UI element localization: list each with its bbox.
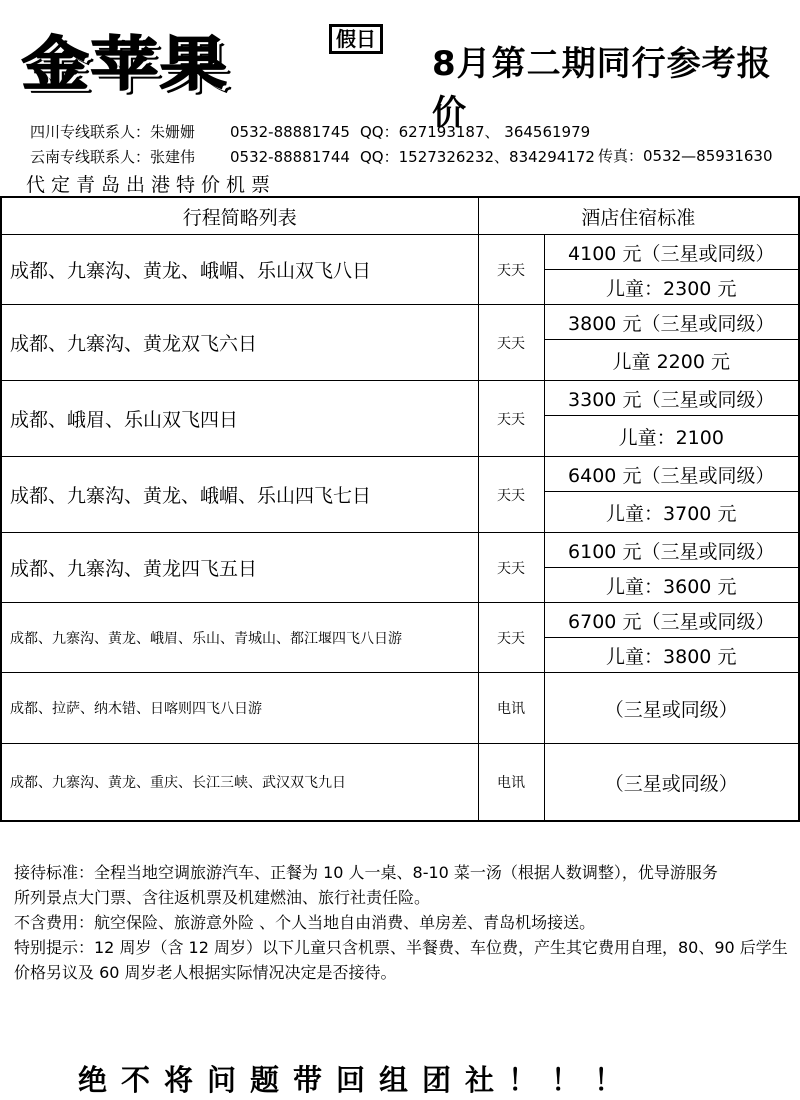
child-price-cell: 儿童：3700 元 (544, 492, 799, 533)
frequency-cell: 天天 (478, 235, 544, 305)
route-cell: 成都、九寨沟、黄龙四飞五日 (1, 533, 478, 603)
frequency-cell: 天天 (478, 305, 544, 381)
contact-qq: QQ：627193187、 364561979 (360, 123, 591, 141)
child-price-cell: 儿童：3600 元 (544, 568, 799, 603)
table-row (1, 673, 799, 744)
route-cell: 成都、九寨沟、黄龙、重庆、长江三峡、武汉双飞九日 (1, 744, 478, 822)
table-row (1, 381, 799, 416)
adult-price-cell: 3800 元（三星或同级） (544, 305, 799, 340)
logo-text: 金苹果 (22, 30, 230, 98)
table-row (1, 744, 799, 822)
adult-price-cell: 3300 元（三星或同级） (544, 381, 799, 416)
route-cell: 成都、九寨沟、黄龙、峨嵋、乐山四飞七日 (1, 457, 478, 533)
route-cell: 成都、峨眉、乐山双飞四日 (1, 381, 478, 457)
hotel-header: 酒店住宿标准 (478, 197, 799, 235)
price-table (0, 196, 800, 822)
frequency-cell: 天天 (478, 603, 544, 673)
table-row (1, 533, 799, 568)
frequency-cell: 电讯 (478, 744, 544, 822)
adult-price-cell: 6700 元（三星或同级） (544, 603, 799, 638)
frequency-cell: 天天 (478, 381, 544, 457)
note-excluded: 不含费用：航空保险、旅游意外险 、个人当地自由消费、单房差、青岛机场接送。 (14, 913, 596, 932)
route-cell: 成都、九寨沟、黄龙、峨眉、乐山、青城山、都江堰四飞八日游 (1, 603, 478, 673)
page-title: 8月第二期同行参考报价 (432, 44, 772, 133)
company-logo (22, 20, 376, 98)
contact-label: 云南专线联系人：张建伟 (30, 148, 196, 166)
adult-price-cell: 6400 元（三星或同级） (544, 457, 799, 492)
table-row (1, 235, 799, 270)
contact-qq: QQ：1527326232、834294172 (360, 148, 595, 166)
note-reception-standard: 接待标准：全程当地空调旅游汽车、正餐为 10 人一桌、8-10 菜一汤（根据人数调整），优导游服务 (14, 863, 718, 882)
notes-block (14, 860, 789, 985)
ticket-note: 代定青岛出港特价机票 (26, 174, 277, 196)
logo-sub-box: 假日 (329, 24, 383, 54)
route-cell: 成都、拉萨、纳木错、日喀则四飞八日游 (1, 673, 478, 744)
route-header: 行程简略列表 (1, 197, 478, 235)
route-cell: 成都、九寨沟、黄龙双飞六日 (1, 305, 478, 381)
child-price-cell: 儿童：2300 元 (544, 270, 799, 305)
contact-label: 四川专线联系人：朱姗姗 (30, 123, 196, 141)
frequency-cell: 天天 (478, 457, 544, 533)
note-included: 所列景点大门票、含往返机票及机建燃油、旅行社责任险。 (14, 888, 431, 907)
note-special: 特别提示：12 周岁（含 12 周岁）以下儿童只含机票、半餐费、车位费，产生其它费用自理，80、90 后学生价格另议及 60 周岁老人根据实际情况决定是否接待。 (14, 938, 788, 982)
fax-number: 传真：0532—85931630 (598, 147, 773, 165)
contact-phone: 0532-88881745 (230, 123, 350, 141)
child-price-cell: 儿童：2100 (544, 416, 799, 457)
frequency-cell: 电讯 (478, 673, 544, 744)
child-price-cell: 儿童：3800 元 (544, 638, 799, 673)
table-header-row (1, 197, 799, 235)
child-price-cell: 儿童 2200 元 (544, 340, 799, 381)
logo-sub-text (327, 24, 385, 54)
contact-phone: 0532-88881744 (230, 148, 350, 166)
adult-price-cell: 6100 元（三星或同级） (544, 533, 799, 568)
adult-price-cell: （三星或同级） (544, 744, 799, 822)
table-row (1, 457, 799, 492)
table-row (1, 603, 799, 638)
table-row (1, 305, 799, 340)
frequency-cell: 天天 (478, 533, 544, 603)
adult-price-cell: 4100 元（三星或同级） (544, 235, 799, 270)
adult-price-cell: （三星或同级） (544, 673, 799, 744)
route-cell: 成都、九寨沟、黄龙、峨嵋、乐山双飞八日 (1, 235, 478, 305)
slogan: 绝不将问题带回组团社！！！ (78, 1063, 638, 1097)
